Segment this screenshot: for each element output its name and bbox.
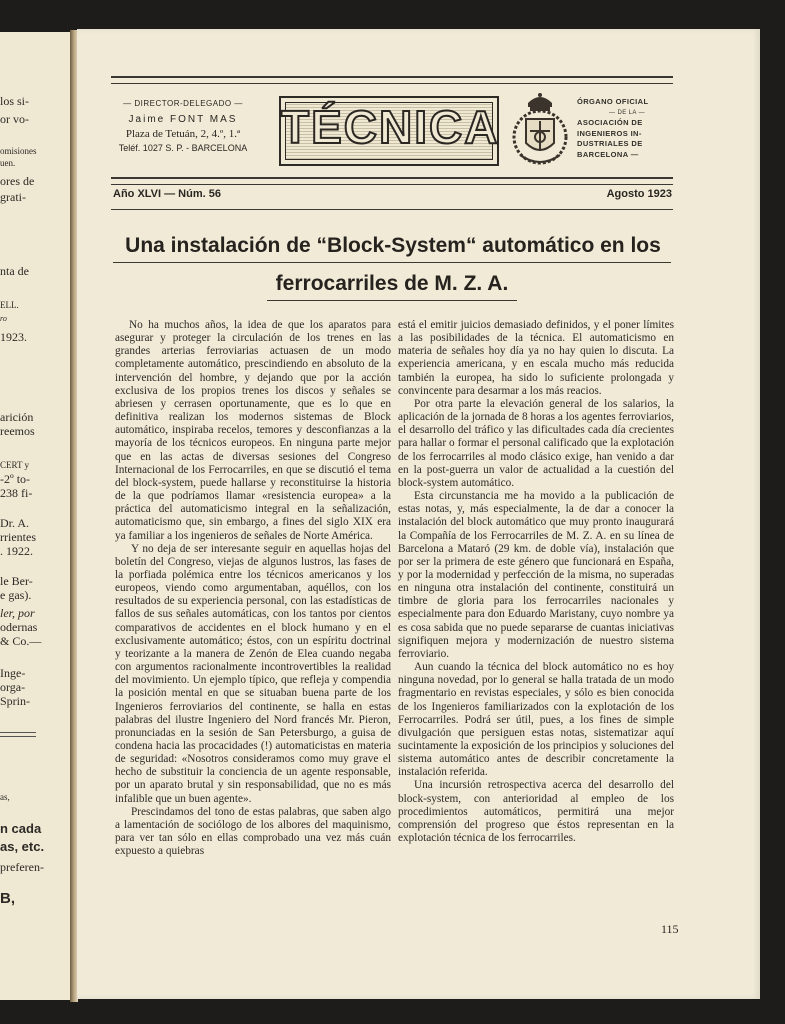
phone: Teléf. 1027 S. P. - BARCELONA [118, 143, 248, 153]
paragraph: está el emitir juicios demasiado definidos, y el poner límites a las posibilidades de la técnica. El automaticismo en materia de señales hoy día ya no hay quien lo discuta. La experiencia americana, y en escala mucho más reducida también la europea, ha sido lo suficiente prolongada y convincente para desarmar a los más reacios. [398, 319, 674, 397]
organ-line: BARCELONA — [577, 149, 639, 159]
left-page-fragment: 238 fi- [0, 486, 33, 500]
issue-number: Año XLVI — Núm. 56 [113, 188, 221, 200]
left-page-fragment: n cada [0, 822, 42, 836]
left-page-fragment: arición [0, 410, 34, 424]
left-page-fragment: Dr. A. [0, 516, 30, 530]
paragraph: Prescindamos del tono de estas palabras, que saben algo a lamentación de sociólogo de los albores del maquinismo, para ver tan sólo en ellas comprobado una vez más cuán expuesto a quiebras [115, 805, 391, 858]
association-crest-icon [506, 89, 574, 173]
left-page-rule [0, 732, 36, 733]
paragraph: Esta circunstancia me ha movido a la publicación de estas notas, y, más especialmente, la de dar a conocer la instalación del block automático que muy pronto inaugurará la Compañía de los Ferrocarriles de M. Z. A. en su línea de Barcelona a Mataró (29 km. de doble vía), instalación que por ser la primera de este género que funcionará en España, y por la modernidad y perfección de la misma, no superadas en ninguna otra instalación del continente, constituirá un timbre de gloria para los ferrocarriles nacionales y especialmente para don Eduardo Maristany, cuyo nombre ya es cosa sabida que no puede separarse de cuantas iniciativas signifiquen mejora y modernización de nuestro sistema ferroviario. [398, 490, 674, 660]
header-bottom-rule [111, 209, 673, 210]
article-column-right [398, 319, 674, 845]
organ-line: ASOCIACIÓN DE [577, 118, 643, 127]
left-page-rule [0, 736, 36, 737]
article-title-line1: Una instalación de “Block-System“ automático en los [125, 234, 661, 257]
left-page-fragment: preferen- [0, 860, 44, 874]
official-organ-block [577, 97, 677, 160]
organ-line: INGENIEROS IN- [577, 128, 642, 138]
article-title-line2: ferrocarriles de M. Z. A. [275, 272, 509, 295]
issue-date: Agosto 1923 [606, 188, 672, 200]
left-page-fragment: ELL. [0, 300, 19, 310]
logo-title: TÉCNICA [281, 101, 500, 153]
director-name: Jaime FONT MAS [128, 114, 238, 125]
director-label: — DIRECTOR-DELEGADO — [123, 99, 243, 108]
left-page-fragment: e gas). [0, 588, 32, 602]
left-page-fragment: or vo- [0, 112, 29, 126]
paragraph: No ha muchos años, la idea de que los aparatos para asegurar y proteger la circulación de los trenes en las grandes arterias ferroviarias actuasen de un modo completamente automático, prescindiendo en absoluto de la intervención del hombre, y dejando que por la acción exclusiva de los propios trenes los discos y señales se abriesen y cerrasen oportunamente, que es lo que en definitiva realizan los modernos sistemas de Block automático, inspiraba recelos, temores y desconfianzas a la mayoría de los técnicos europeos. En ninguna parte mejor que en las actas de diversas sesiones del Congreso Internacional de los Ferrocarriles, en que se discutió el tema del block-system, puede hallarse y reconstituirse la historia de la que podríamos llamar «resistencia europea» a la práctica del automaticismo integral en la señalización, automaticismo que, sin embargo, a fines del siglo XIX era ya familiar a los ingenieros de señales de Norte América. [115, 319, 391, 542]
left-page-fragment: reemos [0, 424, 35, 438]
left-page-fragment: omisiones [0, 146, 37, 156]
left-page-fragment: . 1922. [0, 544, 33, 558]
organ-line: DUSTRIALES DE [577, 139, 643, 148]
page-number: 115 [661, 922, 679, 936]
left-page-fragment: ores de [0, 174, 35, 188]
left-page-fragment: CERT y [0, 460, 30, 470]
left-page-fragment: 1923. [0, 330, 27, 344]
tecnica-logo [279, 96, 499, 166]
left-page-fragment: orga- [0, 680, 26, 694]
left-page-fragment: Sprin- [0, 694, 30, 708]
previous-page [0, 32, 72, 1000]
address: Plaza de Tetuán, 2, 4.º, 1.ª [125, 128, 241, 140]
title-underline [113, 262, 671, 263]
left-page-fragment: uen. [0, 158, 16, 168]
paragraph: Aun cuando la técnica del block automático no es hoy ninguna novedad, por lo general se halla tratada de un modo fragmentario en revistas especiales, y sólo es bien conocida de los Ingenieros familiarizados con la explotación de los Ferrocarriles. Podrá ser útil, pues, a los fines de simple divulgación que persiguen estas notas, sistematizar aquí sucintamente la exposición de los principios y soluciones del sistema automático antes de describir concretamente la instalación referida. [398, 661, 674, 779]
left-page-fragment: Inge- [0, 666, 26, 680]
article-column-left [115, 319, 391, 858]
paragraph: Por otra parte la elevación general de los salarios, la aplicación de la jornada de 8 horas a los agentes ferroviarios, el desarrollo del tráfico y las dificultades cada día crecientes para hallar o formar el personal calificado que la explotación de los ferrocarriles al modo clásico exige, han venido a dar en la post-guerra un valor de actualidad a la cuestión del block-system automático. [398, 397, 674, 489]
left-page-fragment: ro [0, 314, 7, 323]
left-page-fragment: ler, por [0, 606, 35, 620]
left-page-fragment: rrientes [0, 530, 36, 544]
left-page-fragment: le Ber- [0, 574, 33, 588]
organ-line: ÓRGANO OFICIAL [577, 97, 649, 106]
left-page-fragment: los si- [0, 94, 30, 108]
top-double-rule [111, 76, 673, 84]
left-page-fragment: B, [0, 892, 15, 906]
left-page-fragment: & Co.— [0, 634, 42, 648]
left-page-fragment: grati- [0, 190, 26, 204]
left-page-fragment: as, etc. [0, 840, 45, 854]
title-underline [267, 300, 517, 301]
paragraph: Una incursión retrospectiva acerca del desarrollo del block-system, con anterioridad al empleo de los procedimientos automáticos, permitirá una mejor comprensión del progreso que éstos representan en la explotación técnica de los ferrocarriles. [398, 779, 674, 845]
left-page-fragment: as, [0, 792, 10, 802]
paragraph: Y no deja de ser interesante seguir en aquellas hojas del boletín del Congreso, viejas de algunos lustros, las fases de la porfiada polémica entre los técnicos americanos y los europeos, viendo como argumentaban, aquéllos, con los resultados de su experiencia personal, con las estadísticas de fallos de sus señales automáticas, con los tantos por cientos comparativos de accidentes en el block humano y en el exclusivamente automático; éstos, con un espíritu doctrinal y teorizante a la manera de Zenón de Elea cuando negaba con argumentos racionalmente incontrovertibles la realidad del movimiento. Un ejemplo típico, que refleja y compendia la posición mental en que se situaban buena parte de los Ingenieros ferroviarios del continente, se halla en estas palabras del ilustre Ingeniero del Nord francés Mr. Pieron, pronunciadas en la sesión de San Petersburgo, a guisa de condena hacia las procacidades (!) automaticistas en materia de seguridad: «Nosotros consideramos como muy grave el hecho de substituir la conciencia de un agente responsable, por un aparato brutal y sin responsabilidad, que no es más infalible que un buen agente». [115, 542, 391, 805]
left-page-fragment: nta de [0, 264, 29, 278]
left-page-fragment: -2º to- [0, 472, 31, 486]
masthead-director-block [113, 99, 253, 153]
journal-page [77, 29, 760, 999]
left-page-fragment: odernas [0, 620, 38, 634]
organ-line: — DE LA — [609, 109, 645, 116]
header-double-rule [111, 177, 673, 185]
